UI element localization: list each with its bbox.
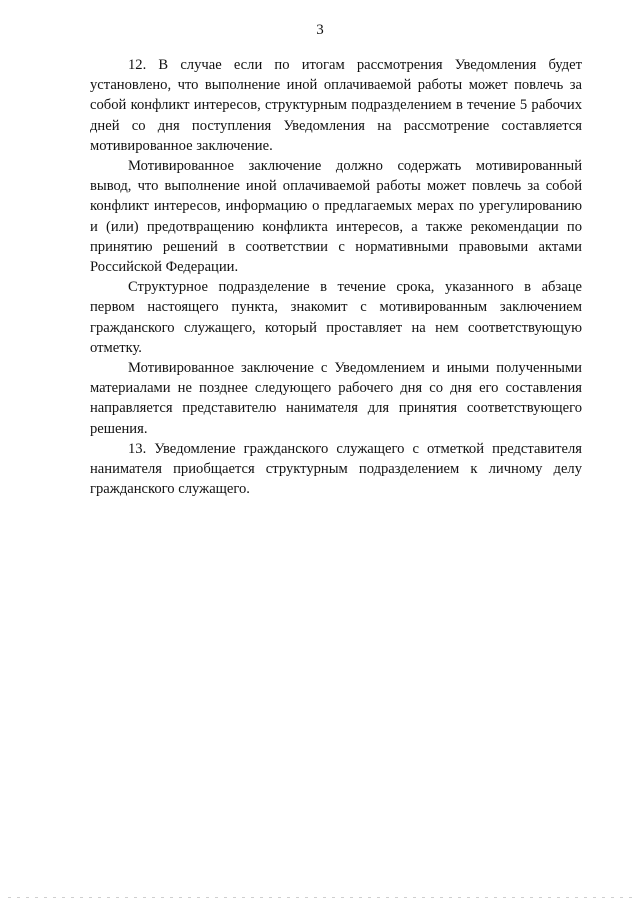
paragraph-conclusion-content: Мотивированное заключение должно содержать мотивированный вывод, что выполнение иной оплачиваемой работы может повлечь за собой конфликт интересов, информацию о предлагаемых мерах по урегулированию и (или) предотвращению конфликта интересов, а также рекомендации по принятию решений в соответствии с нормативными правовыми актами Российской Федерации. <box>90 158 582 276</box>
document-body <box>90 55 582 499</box>
paragraph-12: 12. В случае если по итогам рассмотрения Уведомления будет установлено, что выполнение иной оплачиваемой работы может повлечь за собой конфликт интересов, структурным подразделением в течение 5 рабочих дней со дня поступления Уведомления на рассмотрение составляется мотивированное заключение. <box>90 57 582 154</box>
scan-edge-line <box>8 897 632 898</box>
paragraph-acquaintance: Структурное подразделение в течение срока, указанного в абзаце первом настоящего пункта, знакомит с мотивированным заключением гражданского служащего, который проставляет на нем соответствующую отметку. <box>90 279 582 356</box>
paragraph-submission: Мотивированное заключение с Уведомлением и иными полученными материалами не позднее следующего рабочего дня со дня его составления направляется представителю нанимателя для принятия соответствующего решения. <box>90 360 582 437</box>
paragraph-13: 13. Уведомление гражданского служащего с отметкой представителя нанимателя приобщается структурным подразделением к личному делу гражданского служащего. <box>90 440 582 498</box>
page-number: 3 <box>316 22 324 38</box>
